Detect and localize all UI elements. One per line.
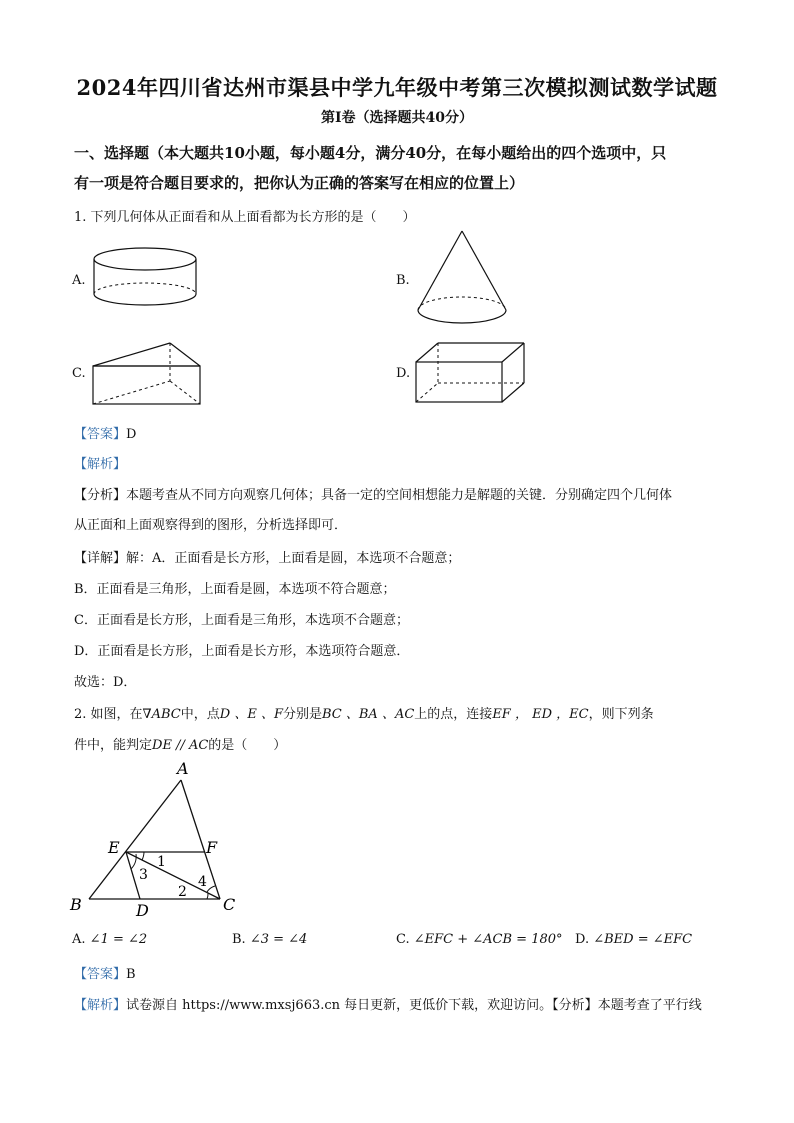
stem-text: 2. 如图，在 (74, 707, 143, 722)
source-notice: 试卷源自 https://www.mxsj663.cn 每日更新，更低价下载，欢迎访问。 (126, 998, 553, 1013)
stem-text: 中，点 (180, 707, 220, 722)
q2-option-a (72, 932, 147, 947)
cylinder-figure (90, 245, 200, 317)
fenxi-text: 本题考查从不同方向观察几何体；具备一定的空间相想能力是解题的关键．分别确定四个几何体 (126, 488, 673, 503)
q2-option-d (575, 932, 692, 947)
stem-text: 分别是 (282, 707, 322, 722)
page-title: 2024年四川省达州市渠县中学九年级中考第三次模拟测试数学试题 (76, 75, 718, 100)
answer-value: B (126, 967, 136, 982)
answer-tag: 【答案】 (74, 427, 127, 442)
xiangjie-text: 解：A．正面看是长方形，上面看是圆，本选项不合题意； (126, 551, 461, 566)
option-label: C. (396, 932, 410, 947)
vertex-d-label: D (136, 901, 149, 920)
answer-value: D (126, 427, 137, 442)
q1-option-c-label: C. (72, 366, 86, 381)
xiangjie-tag: 【详解】 (74, 551, 127, 566)
q1-answer (74, 423, 136, 442)
analysis-tag: 【解析】 (74, 998, 127, 1013)
vertex-a-label: A (177, 759, 189, 778)
q1-conclusion: 故选：D． (74, 675, 137, 690)
angle-3-label: 3 (139, 867, 148, 883)
segments-symbol: BC 、BA 、AC (322, 707, 415, 722)
question-2-stem-line-1 (74, 703, 654, 722)
fenxi-text: 本题考查了平行线 (597, 998, 702, 1013)
q1-analysis-tag: 【解析】 (74, 457, 127, 472)
q1-fenxi-line-2: 从正面和上面观察得到的图形，分析选择即可． (74, 518, 348, 533)
triangle-symbol: ∇ABC (142, 707, 181, 722)
q1-xiangjie-line-2: B．正面看是三角形，上面看是圆，本选项不符合题意； (74, 582, 396, 597)
option-label: A. (72, 932, 86, 947)
option-label: B. (232, 932, 246, 947)
q2-answer (74, 963, 136, 982)
angle-4-label: 4 (198, 874, 207, 890)
cuboid-figure (412, 340, 530, 406)
section-instructions-line-2: 有一项是符合题目要求的，把你认为正确的答案写在相应的位置上） (74, 174, 525, 192)
angle-2-label: 2 (178, 884, 187, 900)
q1-option-a-label: A. (72, 273, 86, 288)
stem-text: 的是（ ） (208, 738, 287, 753)
triangle-figure (68, 758, 248, 920)
triangular-prism-figure (88, 338, 208, 410)
q1-option-b-label: B. (396, 273, 410, 288)
cone-figure (412, 228, 512, 328)
answer-tag: 【答案】 (74, 967, 127, 982)
option-label: D. (575, 932, 590, 947)
lines-symbol: EF ， ED ，EC (492, 707, 589, 722)
question-2-stem-line-2 (74, 734, 286, 753)
option-expression: ∠EFC + ∠ACB = 180° (413, 932, 563, 947)
fenxi-tag: 【分析】 (74, 488, 127, 503)
option-expression: ∠1 = ∠2 (89, 932, 148, 947)
fenxi-tag: 【分析】 (552, 998, 598, 1013)
stem-text: 上的点，连接 (414, 707, 493, 722)
angle-1-label: 1 (157, 854, 166, 870)
stem-text: ，则下列条 (588, 707, 654, 722)
parallel-expression: DE // AC (152, 738, 209, 753)
q1-fenxi-line-1 (74, 484, 672, 503)
vertex-b-label: B (70, 895, 82, 914)
option-expression: ∠3 = ∠4 (249, 932, 308, 947)
stem-text: 件中，能判定 (74, 738, 153, 753)
q1-xiangjie-line-4: D．正面看是长方形，上面看是长方形，本选项符合题意． (74, 644, 410, 659)
vertex-f-label: F (206, 838, 218, 857)
points-symbol: D 、E 、F (219, 707, 283, 722)
q1-xiangjie-line-1 (74, 547, 460, 566)
q1-option-d-label: D. (396, 366, 411, 381)
vertex-e-label: E (108, 838, 120, 857)
question-1-stem: 1. 下列几何体从正面看和从上面看都为长方形的是（ ） (74, 210, 416, 225)
q1-xiangjie-line-3: C．正面看是长方形，上面看是三角形，本选项不合题意； (74, 613, 409, 628)
q2-analysis-line (74, 994, 702, 1013)
option-expression: ∠BED = ∠EFC (593, 932, 693, 947)
section-instructions-line-1: 一、选择题（本大题共10小题，每小题4分，满分40分，在每小题给出的四个选项中，只 (74, 144, 667, 162)
q2-option-b (232, 932, 307, 947)
section-heading: 第Ⅰ卷（选择题共40分） (320, 110, 474, 126)
vertex-c-label: C (223, 895, 236, 914)
q2-option-c (396, 932, 563, 947)
